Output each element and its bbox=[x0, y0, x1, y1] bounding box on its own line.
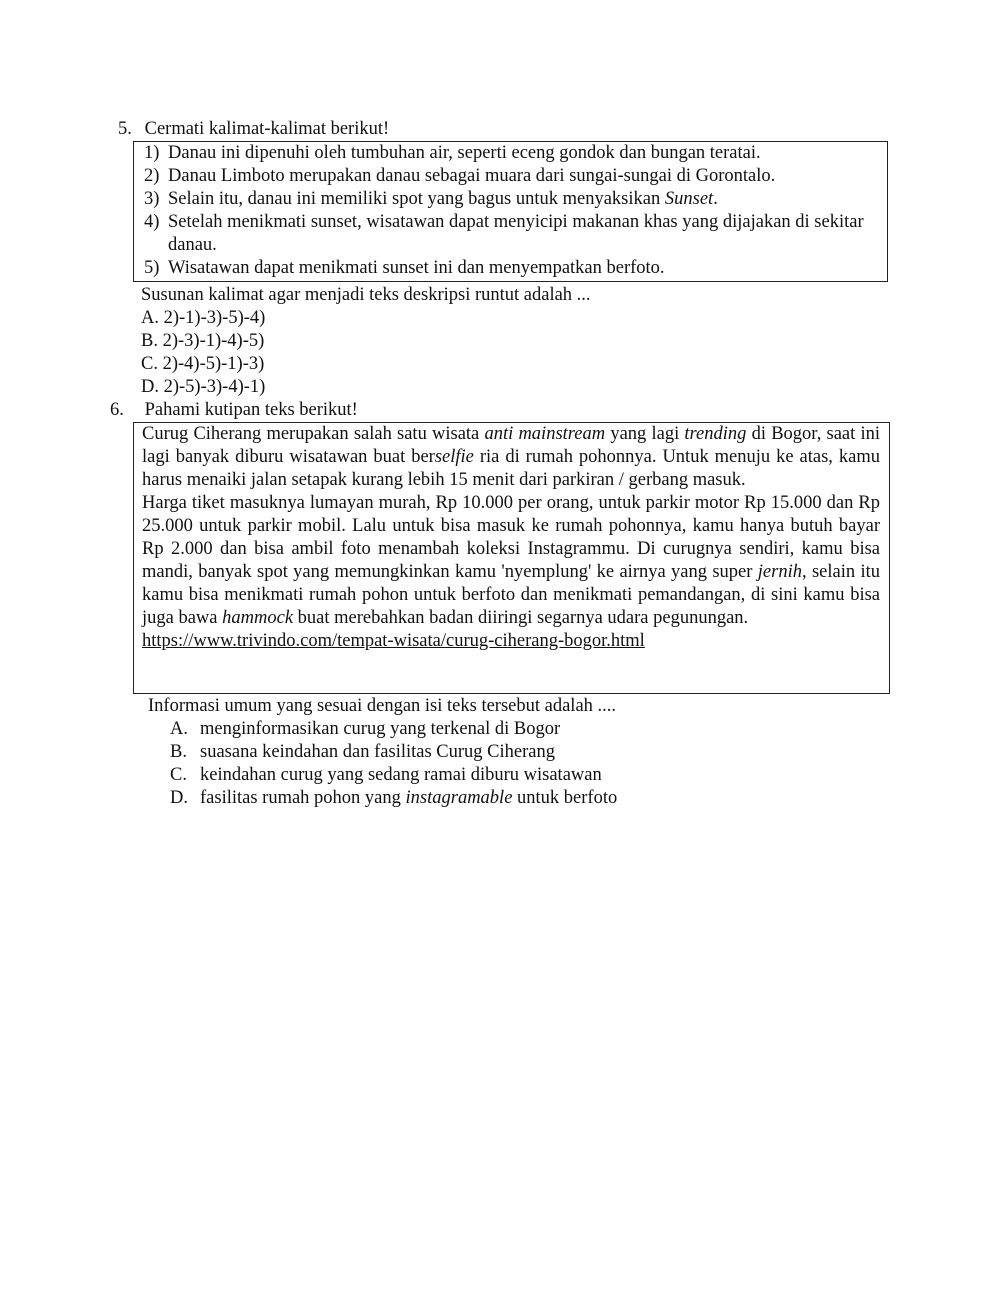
answer-option-c[interactable]: C. keindahan curug yang sedang ramai diburu wisatawan bbox=[170, 765, 602, 785]
answer-option-b[interactable]: B. 2)-3)-1)-4)-5) bbox=[141, 331, 265, 351]
passage-paragraph-2: Harga tiket masuknya lumayan murah, Rp 10.000 per orang, untuk parkir motor Rp 15.000 dan Rp 25.000 untuk parkir mobil. Lalu untuk bisa masuk ke rumah pohonnya, kamu hanya butuh bayar Rp 2.000 dan bisa ambil foto menambah koleksi Instagrammu. Di curugnya sendiri, kamu bisa mandi, banyak spot yang memungkinkan kamu 'nyemplung' ke airnya yang super jernih, selain itu kamu bisa menikmati rumah pohon untuk berfoto dan menikmati pemandangan, di sini kamu bisa juga bawa hammock buat merebahkan badan diiringi segarnya udara pegunungan. bbox=[142, 493, 880, 628]
question-number: 5. bbox=[118, 119, 132, 139]
sentence-text: Setelah menikmati sunset, wisatawan dapat menyicipi makanan khas yang dijajakan di sekitar danau. bbox=[168, 212, 864, 255]
source-link[interactable]: https://www.trivindo.com/tempat-wisata/curug-ciherang-bogor.html bbox=[142, 631, 645, 651]
answer-option-c[interactable]: C. 2)-4)-5)-1)-3) bbox=[141, 354, 265, 374]
sentence-item bbox=[144, 165, 879, 188]
answer-option-d[interactable]: D. 2)-5)-3)-4)-1) bbox=[141, 377, 266, 397]
sentence-box bbox=[133, 141, 888, 282]
answer-option-d[interactable]: D. fasilitas rumah pohon yang instagramable untuk berfoto bbox=[170, 788, 618, 808]
italic-term: hammock bbox=[222, 608, 294, 628]
question-6-heading bbox=[110, 399, 358, 422]
sentence-number: 4) bbox=[144, 212, 160, 232]
question-instruction: Cermati kalimat-kalimat berikut! bbox=[144, 119, 390, 139]
answer-option-a[interactable]: A. 2)-1)-3)-5)-4) bbox=[141, 308, 266, 328]
answer-option-a[interactable]: A. menginformasikan curug yang terkenal di Bogor bbox=[170, 719, 561, 739]
sentence-text: Wisatawan dapat menikmati sunset ini dan menyempatkan berfoto. bbox=[168, 258, 665, 278]
italic-term: trending bbox=[684, 424, 747, 444]
sentence-text: Selain itu, danau ini memiliki spot yang bagus untuk menyaksikan Sunset. bbox=[168, 189, 718, 209]
sentence-number: 2) bbox=[144, 166, 160, 186]
question-6-prompt: Informasi umum yang sesuai dengan isi teks tersebut adalah .... bbox=[148, 696, 617, 716]
question-5-prompt: Susunan kalimat agar menjadi teks deskripsi runtut adalah ... bbox=[141, 285, 591, 305]
question-5-options bbox=[141, 307, 265, 399]
sentence-number: 1) bbox=[144, 143, 160, 163]
sentence-item bbox=[144, 142, 879, 165]
question-6-options bbox=[170, 718, 617, 810]
question-5-heading bbox=[118, 118, 389, 141]
passage-paragraph-1: Curug Ciherang merupakan salah satu wisata anti mainstream yang lagi trending di Bogor, saat ini lagi banyak diburu wisatawan buat berselfie ria di rumah pohonnya. Untuk menuju ke atas, kamu harus menaiki jalan setapak kurang lebih 15 menit dari parkiran / gerbang masuk. bbox=[142, 424, 880, 490]
italic-term: Sunset bbox=[664, 189, 714, 209]
sentence-item bbox=[144, 188, 879, 211]
sentence-item bbox=[144, 211, 879, 257]
italic-term: anti mainstream bbox=[484, 424, 606, 444]
passage-box bbox=[133, 422, 890, 694]
question-instruction: Pahami kutipan teks berikut! bbox=[144, 400, 358, 420]
sentence-number: 5) bbox=[144, 258, 160, 278]
question-number: 6. bbox=[110, 400, 124, 420]
sentence-number: 3) bbox=[144, 189, 160, 209]
sentence-text: Danau ini dipenuhi oleh tumbuhan air, seperti eceng gondok dan bungan teratai. bbox=[168, 143, 761, 163]
italic-term: jernih bbox=[757, 562, 802, 582]
source-line bbox=[142, 630, 880, 653]
sentence-item bbox=[144, 257, 879, 280]
italic-term: instagramable bbox=[405, 788, 513, 808]
sentence-text: Danau Limboto merupakan danau sebagai muara dari sungai-sungai di Gorontalo. bbox=[168, 166, 776, 186]
italic-term: selfie bbox=[434, 447, 474, 467]
answer-option-b[interactable]: B. suasana keindahan dan fasilitas Curug Ciherang bbox=[170, 742, 555, 762]
